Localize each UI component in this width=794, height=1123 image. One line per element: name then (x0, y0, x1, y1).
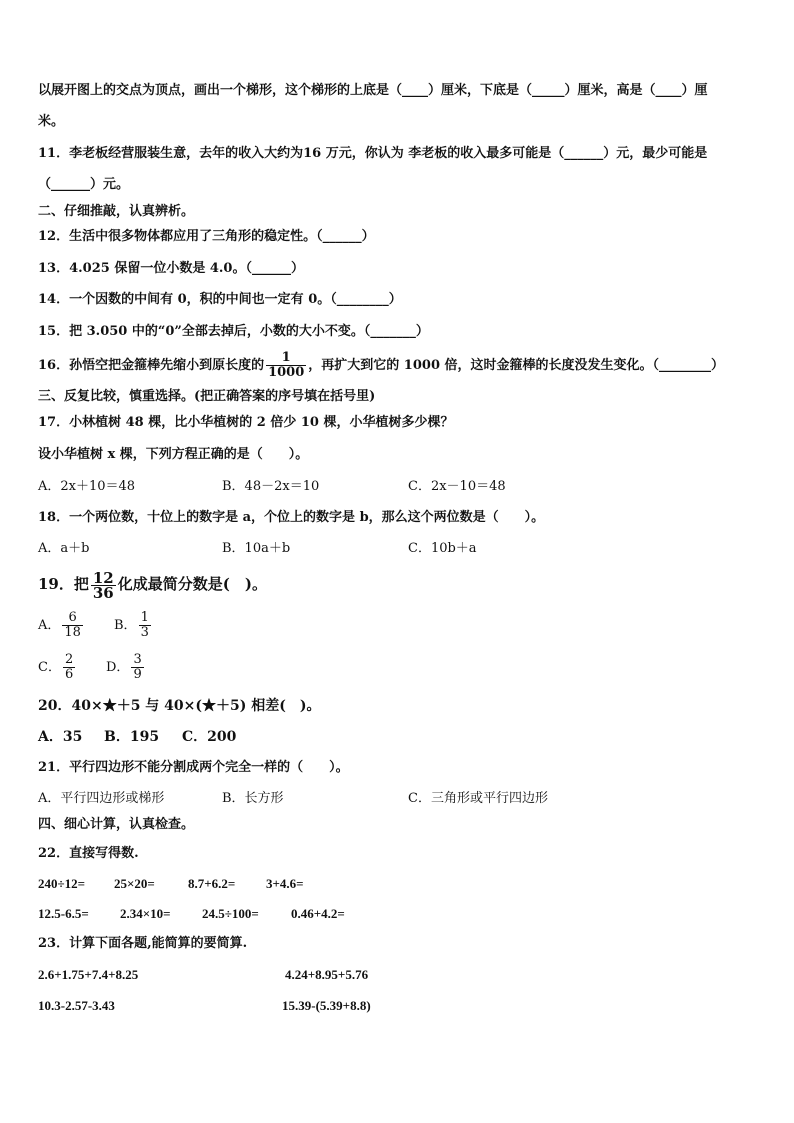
q20-option-a: A．35 (38, 729, 83, 745)
q18-line1: 18．一个两位数，十位上的数字是 a，个位上的数字是 b，那么这个两位数是（ ）。 (38, 510, 545, 525)
q11-line1: 11．李老板经营服装生意，去年的收入大约为16 万元，你认为 李老板的收入最多可能是（______）元，最少可能是 (38, 146, 708, 161)
q22-item: 0.46+4.2= (291, 906, 345, 921)
q19-option-a (38, 608, 85, 644)
q17-line1: 17．小林植树 48 棵，比小华植树的 2 倍少 10 棵，小华植树多少棵？ (38, 415, 454, 430)
q22-item: 12.5-6.5= (38, 906, 89, 921)
q17-option-a: A．2x＋10＝48 (38, 479, 136, 494)
q19-option-a-frac (62, 611, 83, 640)
q19-option-d-den: 9 (133, 667, 142, 682)
q19-option-d-label: D． (106, 660, 130, 675)
section-4-heading: 四、细心计算，认真检查。 (38, 817, 195, 832)
q21-option-b: B．长方形 (222, 791, 284, 806)
q16-frac-den: 1000 (268, 365, 305, 380)
q16 (38, 348, 724, 384)
q20-line1: 20．40×★＋5 与 40×(★＋5) 相差( )。 (38, 698, 321, 714)
q20-option-c: C．200 (182, 729, 237, 745)
q22-line1: 22．直接写得数. (38, 846, 139, 861)
q22-item: 25×20= (114, 876, 155, 891)
q13: 13．4.025 保留一位小数是 4.0。（______） (38, 261, 304, 276)
q14: 14．一个因数的中间有 0，积的中间也一定有 0。（________） (38, 292, 402, 307)
q22-item: 240÷12= (38, 876, 86, 891)
q19-option-b-num: 1 (140, 610, 149, 625)
q19-pre: 19．把 (38, 575, 89, 593)
q19-option-b-den: 3 (140, 625, 149, 640)
q19-option-c-num: 2 (64, 652, 74, 667)
q19-frac-num: 12 (92, 568, 114, 587)
q19-option-a-den: 18 (64, 625, 81, 640)
q10-line1: 以展开图上的交点为顶点，画出一个梯形，这个梯形的上底是（____）厘米，下底是（_____）厘米，高是（____）厘 (38, 83, 708, 98)
q19-line1 (38, 566, 267, 602)
q23-item: 15.39-(5.39+8.8) (282, 998, 371, 1013)
q23-line1: 23．计算下面各题,能简算的要简算. (38, 936, 248, 951)
q19-option-d-frac (131, 653, 143, 682)
q19-option-b-frac (139, 611, 151, 640)
q22-item: 2.34×10= (120, 906, 171, 921)
q17-line2: 设小华植树 x 棵，下列方程正确的是（ ）。 (38, 447, 309, 462)
q23-item: 2.6+1.75+7.4+8.25 (38, 967, 139, 982)
section-2-heading: 二、仔细推敲，认真辨析。 (38, 204, 195, 219)
q19-option-b (114, 608, 153, 644)
q21-line1: 21．平行四边形不能分割成两个完全一样的（ ）。 (38, 760, 349, 775)
q19-post: 化成最简分数是( )。 (117, 575, 267, 593)
q20-option-b: B．195 (104, 729, 160, 745)
q21-option-c: C．三角形或平行四边形 (408, 791, 548, 806)
q22-item: 8.7+6.2= (188, 876, 236, 891)
q15: 15．把 3.050 中的“0”全部去掉后，小数的大小不变。（_______） (38, 324, 429, 339)
q19-frac-den: 36 (92, 583, 114, 602)
q22-item: 24.5÷100= (202, 906, 259, 921)
q19-option-a-label: A． (38, 618, 61, 633)
q18-option-c: C．10b＋a (408, 541, 477, 556)
q16-fraction (266, 351, 306, 380)
q22-item: 3+4.6= (266, 876, 304, 891)
q18-option-b: B．10a＋b (222, 541, 291, 556)
q19-option-d-num: 3 (133, 652, 142, 667)
q19-option-c-label: C． (38, 660, 61, 675)
q21-option-a: A．平行四边形或梯形 (38, 791, 165, 806)
q17-option-b: B．48－2x＝10 (222, 479, 320, 494)
q23-item: 4.24+8.95+5.76 (285, 967, 369, 982)
q19-option-a-num: 6 (68, 610, 77, 625)
q16-frac-num: 1 (281, 350, 291, 365)
q19-option-d (106, 650, 146, 686)
q19-option-c-den: 6 (64, 667, 74, 682)
q19-fraction (91, 568, 116, 602)
q18-option-a: A．a＋b (38, 541, 90, 556)
q11-line2: （______）元。 (38, 177, 130, 192)
q16-pre: 16．孙悟空把金箍棒先缩小到原长度的 (38, 358, 265, 373)
q17-option-c: C．2x－10＝48 (408, 479, 506, 494)
q12: 12．生活中很多物体都应用了三角形的稳定性。（______） (38, 229, 375, 244)
q10-line2: 米。 (38, 114, 65, 129)
q19-option-c (38, 650, 77, 686)
q19-option-b-label: B． (114, 618, 137, 633)
q23-item: 10.3-2.57-3.43 (38, 998, 115, 1013)
q19-option-c-frac (63, 653, 75, 682)
section-3-heading: 三、反复比较，慎重选择。(把正确答案的序号填在括号里) (38, 389, 376, 404)
q16-post: ，再扩大到它的 1000 倍，这时金箍棒的长度没发生变化。（________） (308, 358, 725, 373)
